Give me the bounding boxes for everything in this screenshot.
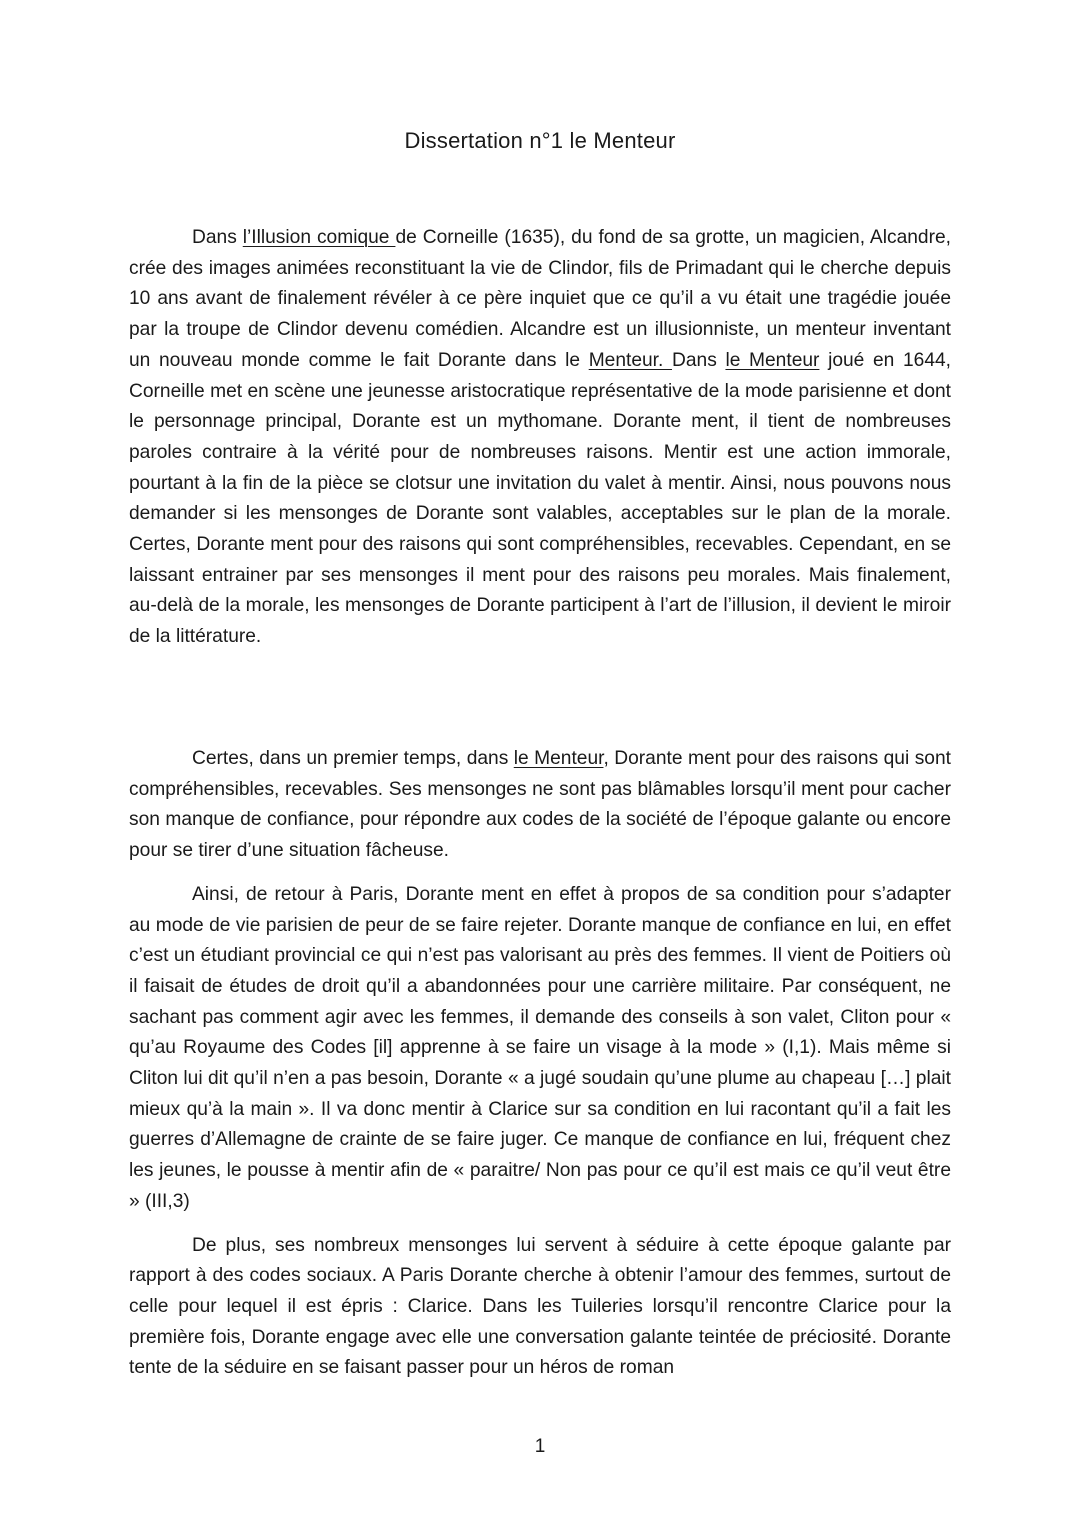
document-title: Dissertation n°1 le Menteur [404,128,676,153]
paragraph-part1-intro [129,744,951,867]
paragraph-introduction [129,223,951,653]
text-run: Certes, dans un premier temps, dans [192,748,514,769]
work-title-le-menteur: le Menteur [513,748,604,769]
page-number: 1 [534,1436,546,1457]
paragraph-part1-b: De plus, ses nombreux mensonges lui servent à séduire à cette époque galante par rapport à des codes sociaux. A Paris Dorante cherche à obtenir l’amour des femmes, surtout de celle pour lequel il est épris : Clarice. Dans les Tuileries lorsqu’il rencontre Clarice pour la première fois, Dorante engage avec elle une conversation galante teintée de préciosité. Dorante tente de la séduire en se faisant passer pour un héros de roman [129,1234,951,1379]
text-run: de Corneille (1635), du fond de sa grotte, un magicien, Alcandre, crée des images animées reconstituant la vie de Clindor, fils de Primadant qui le cherche depuis 10 ans avant de finalement révéler à ce père inquiet que ce qu’il a vu était une tragédie jouée par la troupe de Clindor devenu comédien. Alcandre est un illusionniste, un menteur inventant un nouveau monde comme le fait Dorante dans le [129,227,951,371]
introduction-section [129,223,951,653]
text-run: Dans [192,227,243,248]
text-run: Dans [672,349,726,371]
paragraph-part1-a: Ainsi, de retour à Paris, Dorante ment en effet à propos de sa condition pour s’adapter au mode de vie parisien de peur de se faire rejeter. Dorante manque de confiance en lui, en effet c’est un étudiant provincial ce qui n’est pas valorisant au près des femmes. Il vient de Poitiers où il faisait de études de droit qu’il a abandonnées pour une carrière militaire. Par conséquent, ne sachant pas comment agir avec les femmes, il demande des conseils à son valet, Cliton pour « qu’au Royaume des Codes [il] apprenne à se faire un visage à la mode » (I,1). Mais même si Cliton lui dit qu’il n’en a pas besoin, Dorante « a jugé soudain qu’une plume au chapeau […] plait mieux qu’à la main ». Il va donc mentir à Clarice sur sa condition en lui racontant qu’il a fait les guerres d’Allemagne de crainte de se faire juger. Ce manque de confiance en lui, fréquent chez les jeunes, le pousse à mentir afin de « paraitre/ Non pas pour ce qu’il est mais ce qu’il veut être » (III,3) [129,883,951,1212]
part-one-section [129,744,951,1384]
text-run: , Dorante ment pour des raisons qui sont compréhensibles, recevables. Ses mensonges ne sont pas blâmables lorsqu’il ment pour cacher son manque de confiance, pour répondre aux codes de la société de l’époque galante ou encore pour se tirer d’une situation fâcheuse. [129,748,951,862]
work-title-illusion-comique: l’Illusion comique [242,227,396,248]
text-run: joué en 1644, Corneille met en scène une jeunesse aristocratique représentative de la mode parisienne et dont le personnage principal, Dorante est un mythomane. Dorante ment, il tient de nombreuses paroles contraire à la vérité pour de nombreuses raisons. Mentir est une action immorale, pourtant à la fin de la pièce se clotsur une invitation du valet à mentir. Ainsi, nous pouvons nous demander si les mensonges de Dorante sont valables, acceptables sur le plan de la morale. Certes, Dorante ment pour des raisons qui sont compréhensibles, recevables. Cependant, en se laissant entrainer par ses mensonges il ment pour des raisons peu morales. Mais finalement, au-delà de la morale, les mensonges de Dorante participent à l’art de l’illusion, il devient le miroir de la littérature. [129,349,951,648]
work-title-menteur: Menteur. [588,349,672,371]
work-title-le-menteur: le Menteur [725,349,820,371]
